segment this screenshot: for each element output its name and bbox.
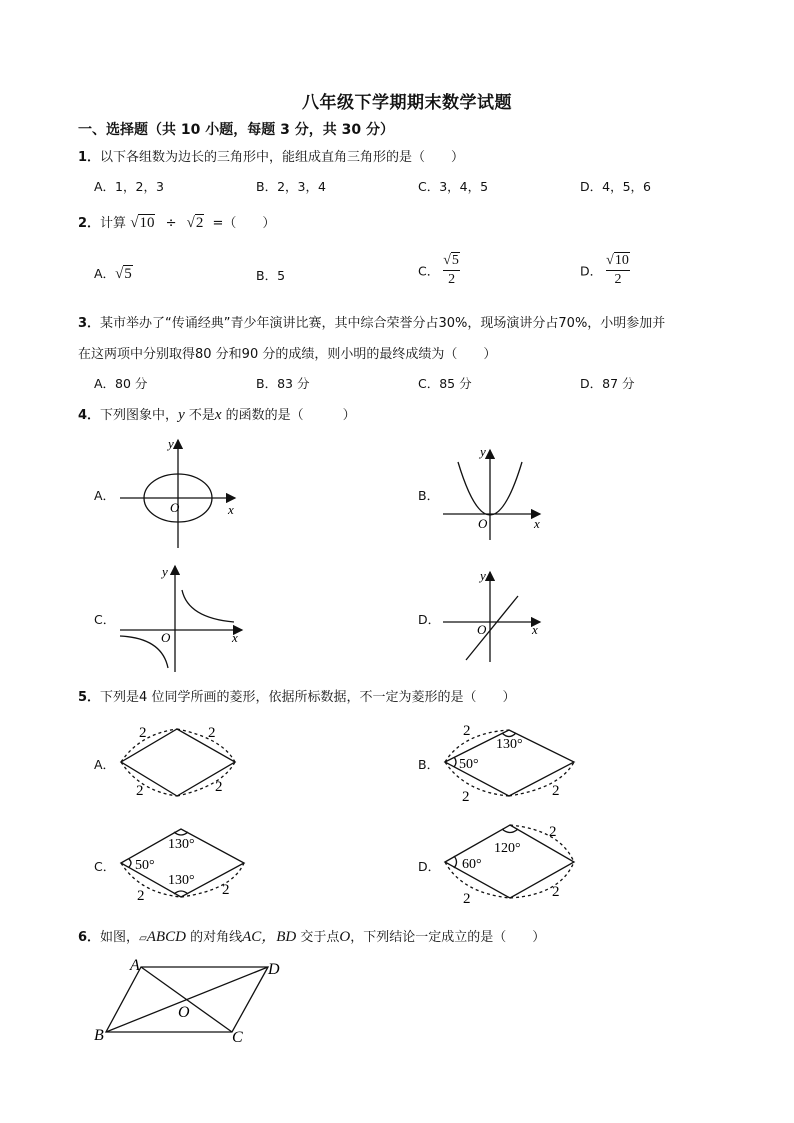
side-label: 2 xyxy=(139,725,147,741)
graph-c-hyperbola xyxy=(120,566,242,672)
page-title: 八年级下学期期末数学试题 xyxy=(302,93,512,113)
question-3-line-2: 在这两项中分别取得80 分和90 分的成绩，则小明的最终成绩为（ ） xyxy=(78,347,497,362)
point-a: A xyxy=(130,957,140,974)
numerator-radicand: 5 xyxy=(451,253,459,268)
radicand: 2 xyxy=(195,215,204,231)
angle-label: 120° xyxy=(494,841,521,856)
option-d: D． $\frac{√10}{2}$ xyxy=(580,253,629,287)
x-axis-label: x xyxy=(532,622,538,637)
angle-label: 50° xyxy=(459,757,479,772)
question-text: 以下各组数为边长的三角形中，能组成直角三角形的是（ ） xyxy=(100,150,465,165)
point-o: O xyxy=(178,1004,190,1021)
radicand: 10 xyxy=(139,215,155,231)
question-text: 不是 xyxy=(184,408,215,423)
x-axis-label: x xyxy=(232,630,238,645)
option-label: A． xyxy=(94,266,116,281)
point-d: D xyxy=(268,961,280,978)
origin-label: O xyxy=(478,516,488,531)
graph-label-b: B． xyxy=(418,488,440,503)
question-2: 2．计算 √10 ÷ √2 =（ ） xyxy=(78,215,276,231)
y-axis-label: y xyxy=(480,568,486,583)
y-axis-label: y xyxy=(168,436,174,451)
question-text: 的函数的是（ ） xyxy=(221,408,356,423)
option-b: B．83 分 xyxy=(256,376,310,391)
math-abcd: ABCD xyxy=(146,929,186,945)
var-y: y xyxy=(178,407,185,423)
question-text: 的对角线 xyxy=(185,930,243,945)
y-axis-label: y xyxy=(162,564,168,579)
rhombus-label-d: D． xyxy=(418,859,441,874)
option-d: D．87 分 xyxy=(580,376,635,391)
origin-label: O xyxy=(477,622,487,637)
origin-label: O xyxy=(161,630,171,645)
side-label: 2 xyxy=(549,824,557,840)
option-b: B．2，3，4 xyxy=(256,179,326,194)
section-heading: 一、选择题（共 10 小题，每题 3 分，共 30 分） xyxy=(78,122,394,138)
question-6 xyxy=(78,925,545,946)
divide-sign: ÷ xyxy=(165,216,177,231)
side-label: 2 xyxy=(136,783,144,799)
angle-label: 130° xyxy=(168,873,195,888)
parallelogram-symbol: ▱ xyxy=(139,933,147,944)
x-axis-label: x xyxy=(534,516,540,531)
side-label: 2 xyxy=(552,884,560,900)
graph-label-a: A． xyxy=(94,488,116,503)
x-axis-label: x xyxy=(228,502,234,517)
question-text: 计算 xyxy=(100,216,127,231)
side-label: 2 xyxy=(208,725,216,741)
angle-label: 130° xyxy=(168,837,195,852)
angle-label: 130° xyxy=(496,737,523,752)
question-number: 5． xyxy=(78,690,101,705)
question-number: 1． xyxy=(78,150,101,165)
graph-label-d: D． xyxy=(418,612,441,627)
option-c: C．3，4，5 xyxy=(418,179,489,194)
y-axis-label: y xyxy=(480,444,486,459)
question-number: 2． xyxy=(78,216,101,231)
denominator: 2 xyxy=(614,272,622,287)
side-label: 2 xyxy=(552,783,560,799)
graph-b-parabola xyxy=(443,450,540,540)
point-b: B xyxy=(94,1027,104,1044)
graph-label-c: C． xyxy=(94,612,116,627)
rhombus-label-b: B． xyxy=(418,757,440,772)
rhombus-label-c: C． xyxy=(94,859,116,874)
question-text: =（ ） xyxy=(212,216,276,231)
origin-label: O xyxy=(170,500,180,515)
question-text: 如图， xyxy=(100,930,140,945)
option-d: D．4，5，6 xyxy=(580,179,651,194)
radicand: 5 xyxy=(124,266,132,282)
parallelogram-abcd xyxy=(106,967,268,1032)
question-text: 下列是4 位同学所画的菱形，依据所标数据，不一定为菱形的是（ ） xyxy=(100,690,516,705)
angle-label: 50° xyxy=(135,858,155,873)
question-number: 6． xyxy=(78,930,101,945)
point-c: C xyxy=(232,1029,243,1046)
option-a: A．√5 xyxy=(94,266,132,282)
option-a: A．1，2，3 xyxy=(94,179,164,194)
angle-label: 60° xyxy=(462,857,482,872)
graph-a-ellipse xyxy=(120,440,235,548)
option-c: C．85 分 xyxy=(418,376,472,391)
math-o: O xyxy=(339,929,351,945)
option-a: A．80 分 xyxy=(94,376,148,391)
math-diagonals: AC，BD xyxy=(242,929,297,945)
question-number: 3． xyxy=(78,316,101,331)
question-number: 4． xyxy=(78,408,101,423)
rhombus-label-a: A． xyxy=(94,757,116,772)
side-label: 2 xyxy=(137,888,145,904)
numerator-radicand: 10 xyxy=(614,253,629,268)
question-text: ，下列结论一定成立的是（ ） xyxy=(350,930,546,945)
side-label: 2 xyxy=(463,891,471,907)
option-label: C． xyxy=(418,263,440,279)
side-label: 2 xyxy=(462,789,470,805)
question-5 xyxy=(78,686,515,705)
question-text: 某市举办了“传诵经典”青少年演讲比赛，其中综合荣誉分占30%，现场演讲分占70%，小明参加并 xyxy=(100,316,666,331)
option-b: B．5 xyxy=(256,268,286,283)
var-x: x xyxy=(214,407,222,423)
option-label: D． xyxy=(580,263,603,279)
question-text: 下列图象中， xyxy=(100,408,179,423)
side-label: 2 xyxy=(215,779,223,795)
option-c: C． $\frac{√5}{2}$ xyxy=(418,253,459,287)
graph-d-line xyxy=(443,572,540,662)
side-label: 2 xyxy=(463,723,471,739)
question-text: 交于点 xyxy=(296,930,340,945)
denominator: 2 xyxy=(448,272,456,287)
side-label: 2 xyxy=(222,882,230,898)
